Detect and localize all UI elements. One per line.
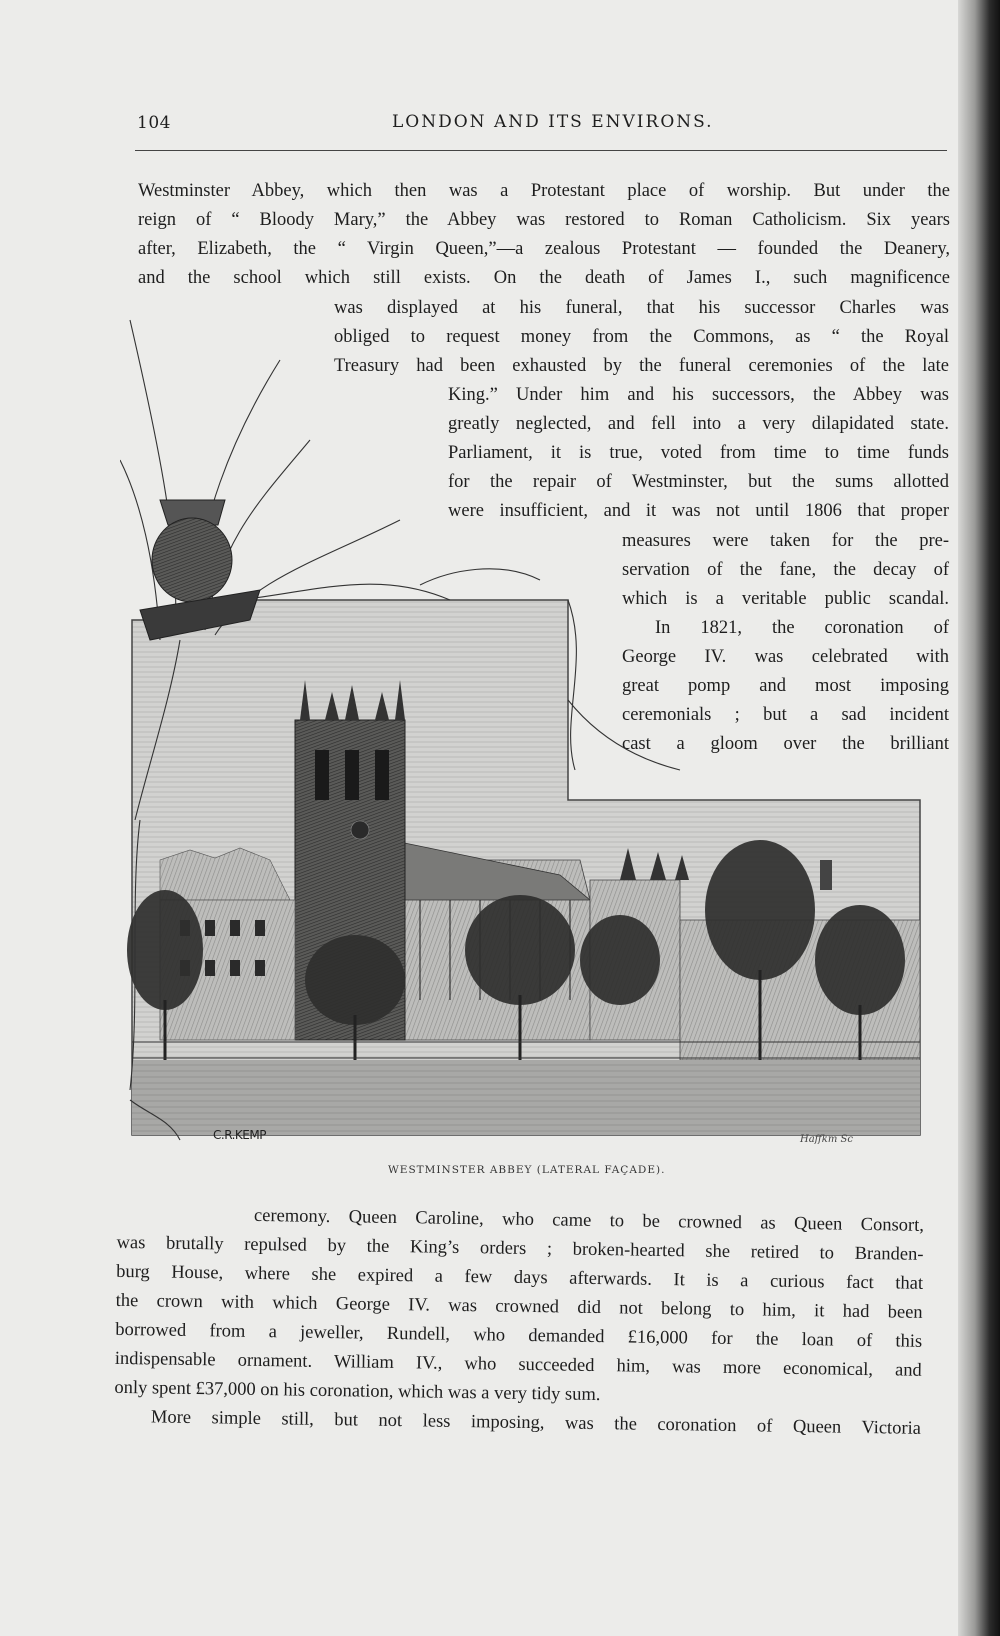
thistle-ornament xyxy=(140,500,260,640)
text-line: indispensable ornament. William IV., who succeeded him, was more economical, and xyxy=(114,1348,922,1381)
artist-signature: C.R.KEMP xyxy=(213,1128,266,1142)
header-rule xyxy=(135,150,947,151)
text-line: was brutally repulsed by the King’s orders ; broken-hearted she retired to Branden- xyxy=(116,1232,924,1265)
text-line: cast a gloom over the brilliant xyxy=(622,734,949,754)
engraver-signature: Haffkm Sc xyxy=(800,1134,853,1145)
text-line: More simple still, but not less imposing, was the coronation of Queen Victoria xyxy=(150,1407,922,1439)
text-line: borrowed from a jeweller, Rundell, who demanded £16,000 for the loan of this xyxy=(115,1319,923,1352)
text-line: George IV. was celebrated with xyxy=(622,647,949,667)
text-line: In 1821, the coronation of xyxy=(655,618,949,638)
text-line: Treasury had been exhausted by the funeral ceremonies of the late xyxy=(334,356,949,376)
text-line: King.” Under him and his successors, the Abbey was xyxy=(448,385,949,405)
book-spine-shadow xyxy=(958,0,1000,1636)
picture-panel xyxy=(127,600,920,1135)
text-line: and the school which still exists. On the death of James I., such magnificence xyxy=(138,268,950,288)
page-number: 104 xyxy=(137,113,171,133)
text-line: ceremonials ; but a sad incident xyxy=(622,705,949,725)
running-title: LONDON AND ITS ENVIRONS. xyxy=(392,112,714,132)
text-line: was displayed at his funeral, that his successor Charles was xyxy=(334,298,949,318)
text-line: Westminster Abbey, which then was a Protestant place of worship. But under the xyxy=(138,181,950,201)
text-line: ceremony. Queen Caroline, who came to be crowned as Queen Consort, xyxy=(253,1205,925,1236)
text-line: obliged to request money from the Commons, as “ the Royal xyxy=(334,327,949,347)
text-line: which is a veritable public scandal. xyxy=(622,589,949,609)
abbey-illustration xyxy=(120,300,950,1150)
text-line: burg House, where she expired a few days afterwards. It is a curious fact that xyxy=(115,1261,924,1294)
text-line: greatly neglected, and fell into a very dilapidated state. xyxy=(448,414,949,434)
text-line: only spent £37,000 on his coronation, which was a very tidy sum. xyxy=(114,1377,601,1406)
text-line: great pomp and most imposing xyxy=(622,676,949,696)
text-line: reign of “ Bloody Mary,” the Abbey was restored to Roman Catholicism. Six years xyxy=(138,210,950,230)
illustration-caption: WESTMINSTER ABBEY (LATERAL FAÇADE). xyxy=(388,1164,666,1176)
text-line: the crown with which George IV. was crowned did not belong to him, it had been xyxy=(115,1290,923,1323)
text-line: servation of the fane, the decay of xyxy=(622,560,949,580)
text-line: after, Elizabeth, the “ Virgin Queen,”—a zealous Protestant — founded the Deanery, xyxy=(138,239,950,259)
text-line: were insufficient, and it was not until 1806 that proper xyxy=(448,501,949,521)
text-line: measures were taken for the pre- xyxy=(622,531,949,551)
text-line: for the repair of Westminster, but the sums allotted xyxy=(448,472,949,492)
text-line: Parliament, it is true, voted from time to time funds xyxy=(448,443,949,463)
